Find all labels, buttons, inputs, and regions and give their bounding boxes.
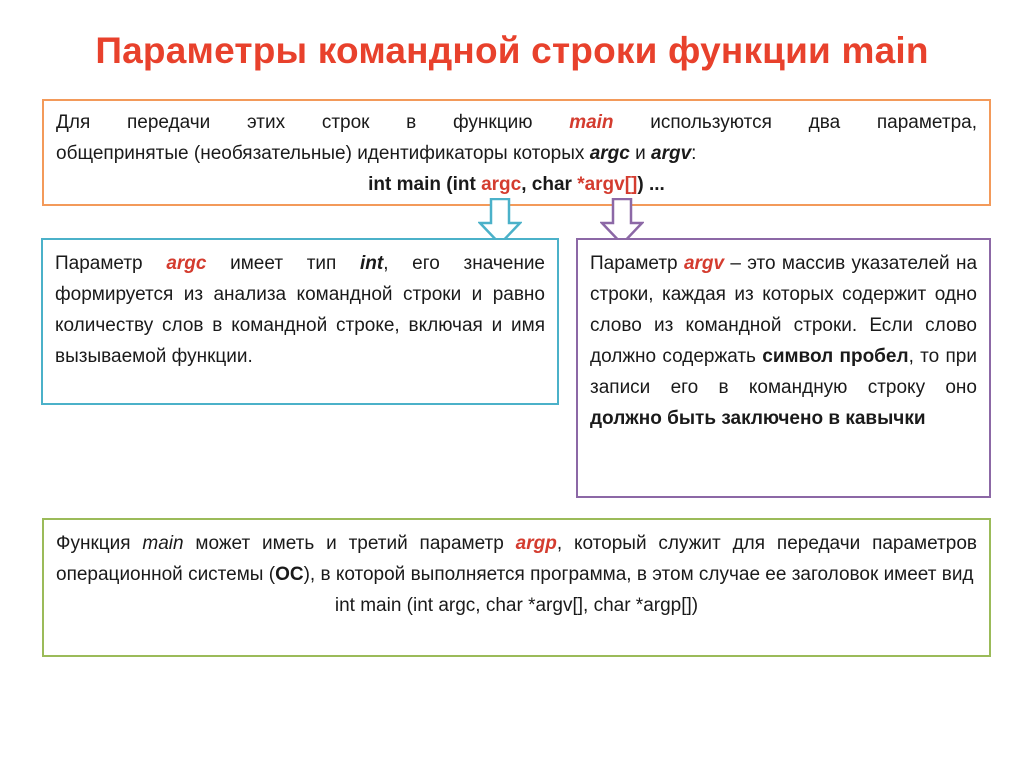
argc-keyword: argc <box>589 143 630 164</box>
main-signature: int main (int argc, char *argv[]) ... <box>368 174 665 195</box>
argv-term: argv <box>683 253 725 274</box>
argp-signature: int main (int argc, char *argv[], char *argp[]) <box>334 595 699 616</box>
argv-keyword: argv <box>651 143 692 164</box>
int-term: int <box>360 253 384 274</box>
main-keyword: main <box>569 112 614 133</box>
argv-description-box: Параметр argv – это массив указателей на строки, каждая из которых содержит одно слово из командной строки. Если слово должно содержать символ пробел, то при записи его в командную строку оно должно быть заключено в кавычки <box>576 238 991 498</box>
main-params-box <box>42 99 991 206</box>
top-box-line2: общепринятые (необязательные) идентификаторы которых argc и argv: <box>56 143 697 164</box>
space-symbol-term: символ пробел <box>762 346 909 367</box>
argp-description-box <box>42 518 991 657</box>
argp-text: Функция main может иметь и третий параметр argp, который служит для передачи параметров операционной системы (ОС), в которой выполняется программа, в этом случае ее заголовок имеет вид <box>56 533 977 585</box>
quotes-term: должно быть заключено в кавычки <box>590 408 926 429</box>
argp-term: argp <box>515 533 557 554</box>
argc-description-box: Параметр argc имеет тип int, его значение формируется из анализа командной строки и равно количеству слов в командной строке, включая и имя вызываемой функции. <box>41 238 559 405</box>
os-term: ОС <box>275 564 304 585</box>
main-term: main <box>142 533 184 554</box>
top-box-line1: Для передачи этих строк в функцию main используются два параметра, <box>56 112 977 133</box>
slide-title: Параметры командной строки функции main <box>95 30 929 71</box>
argc-term: argc <box>166 253 207 274</box>
